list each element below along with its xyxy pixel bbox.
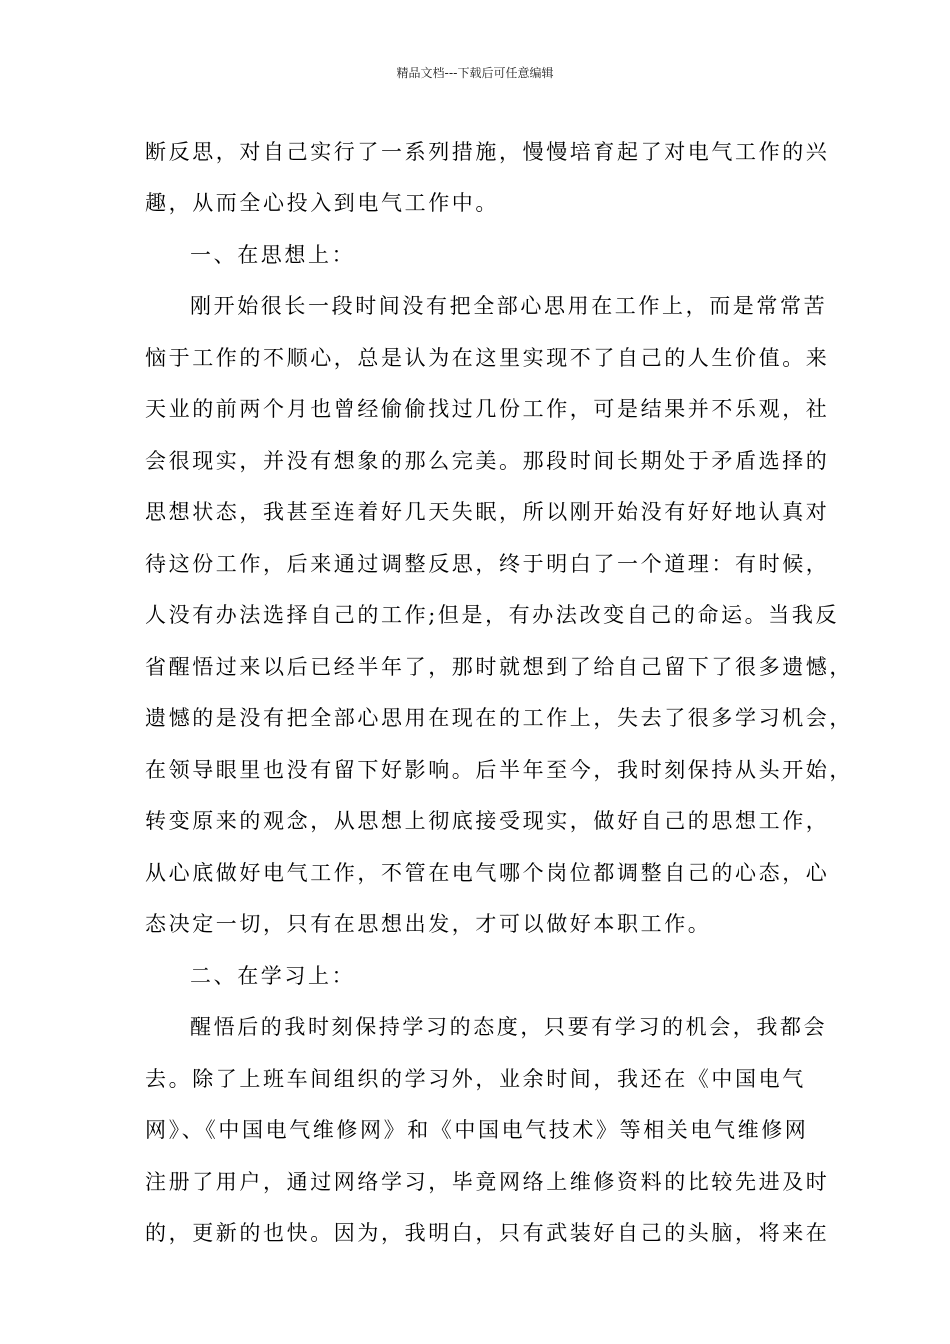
text-line: 醒悟后的我时刻保持学习的态度，只要有学习的机会，我都会: [190, 1015, 828, 1039]
text-line: 刚开始很长一段时间没有把全部心思用在工作上，而是常常苦: [190, 294, 828, 318]
text-line: 恼于工作的不顺心，总是认为在这里实现不了自己的人生价值。来: [145, 346, 830, 370]
text-line: 省醒悟过来以后已经半年了，那时就想到了给自己留下了很多遗憾，: [145, 655, 853, 679]
text-line: 天业的前两个月也曾经偷偷找过几份工作，可是结果并不乐观，社: [145, 397, 830, 421]
text-line: 趣，从而全心投入到电气工作中。: [145, 191, 499, 215]
text-line: 转变原来的观念，从思想上彻底接受现实，做好自己的思想工作，: [145, 809, 830, 833]
text-line: 断反思，对自己实行了一系列措施，慢慢培育起了对电气工作的兴: [145, 140, 830, 164]
text-line: 去。除了上班车间组织的学习外，业余时间，我还在《中国电气: [145, 1067, 806, 1091]
text-line: 思想状态，我甚至连着好几天失眠，所以刚开始没有好好地认真对: [145, 500, 830, 524]
text-line: 态决定一切，只有在思想出发，才可以做好本职工作。: [145, 912, 712, 936]
page-header: 精品文档---下载后可任意编辑: [396, 66, 554, 80]
text-line: 的，更新的也快。因为，我明白，只有武装好自己的头脑，将来在: [145, 1221, 830, 1245]
text-line: 注册了用户，通过网络学习，毕竟网络上维修资料的比较先进及时: [145, 1170, 830, 1194]
section-heading: 二、在学习上：: [190, 964, 356, 988]
text-line: 待这份工作，后来通过调整反思，终于明白了一个道理：有时候，: [145, 552, 830, 576]
text-line: 网》、《中国电气维修网》和《中国电气技术》等相关电气维修网: [145, 1118, 809, 1142]
text-line: 遗憾的是没有把全部心思用在现在的工作上，失去了很多学习机会，: [145, 706, 853, 730]
text-line: 人没有办法选择自己的工作;但是，有办法改变自己的命运。当我反: [145, 603, 840, 627]
text-line: 在领导眼里也没有留下好影响。后半年至今，我时刻保持从头开始，: [145, 758, 853, 782]
section-heading: 一、在思想上：: [190, 243, 356, 267]
text-line: 从心底做好电气工作，不管在电气哪个岗位都调整自己的心态，心: [145, 861, 830, 885]
text-line: 会很现实，并没有想象的那么完美。那段时间长期处于矛盾选择的: [145, 449, 830, 473]
